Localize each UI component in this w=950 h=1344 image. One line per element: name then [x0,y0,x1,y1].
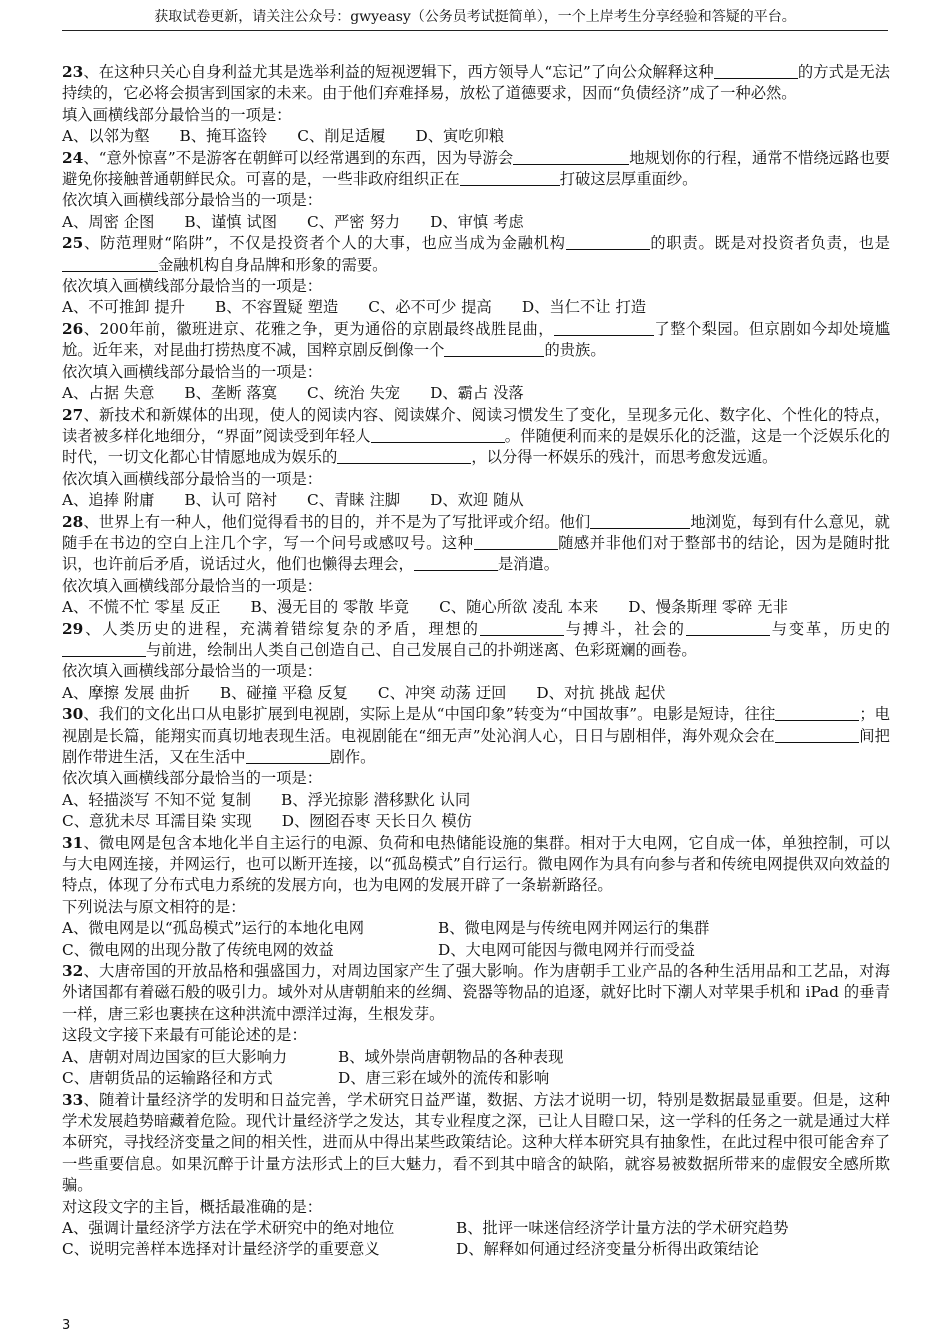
stem-text: 地规划你的行程，通常不惜绕远路也要避免你接触普通朝鲜民众。可喜的是，一些非政府组织正在 [62,148,890,189]
option-d: D、唐三彩在域外的流传和影响 [338,1069,550,1088]
question-prompt: 填入画横线部分最恰当的一项是： [62,105,292,124]
question-number: 29 [62,619,84,638]
answer-blank [474,535,558,550]
option-c: C、严密 努力 [307,212,401,231]
option-a: A、轻描淡写 不知不觉 复制 [62,790,252,809]
question-30-stem [62,704,890,768]
question-prompt: 依次填入画横线部分最恰当的一项是： [62,469,323,488]
option-a: A、强调计量经济学方法在学术研究中的绝对地位 [62,1218,395,1237]
question-32-options [62,1047,890,1090]
question-prompt: 对这段文字的主旨，概括最准确的是： [62,1197,323,1216]
question-number: 30 [62,705,84,724]
stem-text: 的职责。既是对投资者负责，也是 [649,234,890,253]
option-a: A、占据 失意 [62,384,155,403]
question-number: 25 [62,234,84,253]
stem-text: 、人类历史的进程，充满着错综复杂的矛盾，理想的 [83,619,480,638]
question-number: 28 [62,512,84,531]
stem-text: 与变革，历史的 [769,619,890,638]
option-a: A、周密 企图 [62,212,155,231]
option-c: C、必不可少 提高 [368,298,492,317]
question-33-options [62,1218,890,1261]
header-divider [62,30,888,31]
question-28-options [62,597,890,618]
question-23-options [62,126,890,147]
question-prompt: 依次填入画横线部分最恰当的一项是： [62,769,323,788]
option-a: A、唐朝对周边国家的巨大影响力 [62,1047,288,1066]
question-25-options [62,297,890,318]
document-body [62,62,890,1261]
stem-text: 的贵族。 [544,341,606,360]
question-31-options [62,918,890,961]
stem-text: 与搏斗，社会的 [563,619,686,638]
question-prompt: 依次填入画横线部分最恰当的一项是： [62,191,323,210]
option-c: C、青睐 注脚 [307,491,401,510]
option-a: A、微电网是以“孤岛模式”运行的本地化电网 [62,919,365,938]
option-d: D、审慎 考虑 [430,212,524,231]
option-d: D、欢迎 随从 [430,491,524,510]
question-prompt: 依次填入画横线部分最恰当的一项是： [62,662,323,681]
question-number: 31 [62,833,84,852]
question-28-stem [62,512,890,576]
option-d: D、当仁不让 打造 [521,298,647,317]
option-a: A、不可推卸 提升 [62,298,185,317]
option-c: C、微电网的出现分散了传统电网的效益 [62,940,334,959]
stem-text: ，以分得一杯娱乐的残汁，而思考愈发远遁。 [471,448,778,467]
stem-text: 打破这层厚重面纱。 [559,170,698,189]
option-d: D、解释如何通过经济变量分析得出政策结论 [456,1240,759,1259]
stem-text: 与前进，绘制出人类自己创造自己、自己发展自己的扑朔迷离、色彩斑斓的画卷。 [146,640,697,659]
question-number: 23 [62,63,84,81]
option-c: C、冲突 动荡 迂回 [377,683,507,702]
page-number: 3 [62,1318,71,1333]
answer-blank [246,749,330,764]
stem-text: 、新技术和新媒体的出现，使人的阅读内容、阅读媒介、阅读习惯发生了变化，呈现多元化、数字化、个性化的特点，读者被多样化地细分，“界面”阅读受到年轻人 [62,405,890,445]
stem-text: 的方式是无法持续的，它必将会损害到国家的未来。由于他们弃难择易，放松了道德要求，因而“负债经济”成了一种必然。 [62,63,890,103]
option-b: B、掩耳盗铃 [179,127,268,146]
question-33-stem [62,1090,890,1197]
question-prompt: 依次填入画横线部分最恰当的一项是： [62,576,323,595]
option-a: A、摩擦 发展 曲折 [62,683,190,702]
option-b: B、谨慎 试图 [184,212,277,231]
option-d: D、大电网可能因与微电网并行而受益 [438,940,696,959]
question-25-stem [62,233,890,276]
option-c: C、说明完善样本选择对计量经济学的重要意义 [62,1240,380,1259]
answer-blank [513,150,629,165]
question-24-options [62,212,890,233]
option-d: D、寅吃卯粮 [415,127,505,146]
question-number: 33 [62,1090,84,1109]
answer-blank [337,449,471,464]
question-27-stem [62,405,890,469]
question-prompt: 依次填入画横线部分最恰当的一项是： [62,362,323,381]
stem-text: 了整个梨园。但京剧如今却处境尴尬。近年来，对昆曲打捞热度不减，国粹京剧反倒像一个 [62,319,890,360]
answer-blank [460,171,560,186]
answer-blank [775,728,859,743]
option-b: B、不容置疑 塑造 [215,298,339,317]
question-number: 27 [62,405,84,424]
stem-text: 、我们的文化出口从电影扩展到电视剧，实际上是从“中国印象”转变为“中国故事”。电影是短诗，往往 [83,705,776,724]
stem-text: 、“意外惊喜”不是游客在朝鲜可以经常遇到的东西，因为导游会 [83,148,514,167]
option-c: C、削足适履 [297,127,386,146]
option-c: C、唐朝货品的运输路径和方式 [62,1069,273,1088]
answer-blank [62,642,146,657]
stem-text: 。伴随便利而来的是娱乐化的泛滥，这是一个泛娱乐化的时代，一切文化都心甘情愿地成为娱乐的 [62,426,890,467]
question-29-options [62,683,890,704]
page-header: 获取试卷更新，请关注公众号：gwyeasy（公务员考试挺简单），一个上岸考生分享经验和答疑的平台。 [154,9,796,25]
question-26-stem [62,319,890,362]
option-d: D、对抗 挑战 起伏 [536,683,666,702]
option-d: D、囫囵吞枣 天长日久 模仿 [281,812,472,831]
stem-text: 剧作。 [329,748,376,766]
stem-text: 地浏览，每到有什么意见，就随手在书边的空白上注几个字，写一个问号或感叹号。这种 [62,512,890,552]
option-b: B、微电网是与传统电网并网运行的集群 [438,919,710,938]
stem-text: 金融机构自身品牌和形象的需要。 [158,255,388,274]
question-26-options [62,383,890,404]
question-23-stem [62,62,890,105]
question-number: 24 [62,148,84,167]
option-d: D、慢条斯理 零碎 无非 [628,598,788,617]
stem-text: 、世界上有一种人，他们觉得看书的目的，并不是为了写批评或介绍。他们 [83,512,591,531]
option-d: D、霸占 没落 [430,384,524,403]
question-prompt: 下列说法与原文相符的是： [62,897,246,916]
option-c: C、随心所欲 凌乱 本来 [439,598,599,617]
answer-blank [62,257,158,272]
question-number: 26 [62,319,84,338]
question-30-options-row2 [62,811,890,832]
answer-blank [414,556,498,571]
question-31-stem [62,833,890,897]
question-30-options-row1 [62,790,890,811]
stem-text: 随感并非他们对于整部书的结论，因为是随时批识，也许前后矛盾，说话过火，他们也懒得去理会， [62,533,890,574]
question-29-stem [62,619,890,662]
question-prompt: 这段文字接下来最有可能论述的是： [62,1026,307,1045]
stem-text: 间把剧作带进生活，又在生活中 [62,726,890,766]
question-number: 32 [62,962,84,981]
option-a: A、追捧 附庸 [62,491,155,510]
question-prompt: 依次填入画横线部分最恰当的一项是： [62,277,323,296]
option-b: B、漫无目的 零散 毕竟 [250,598,410,617]
option-b: B、浮光掠影 潜移默化 认同 [281,790,471,809]
answer-blank [714,64,798,79]
stem-text: 、随着计量经济学的发明和日益完善，学术研究日益严谨，数据、方法才说明一切，特别是数据最显重要。但是，这种学术发展趋势暗藏着危险。现代计量经济学之发达，其专业程度之深，已让人目瞪口呆，这一学科的任务之一就是通过大样本研究，寻找经济变量之间的相关性，进而从中得出某些政策结论。这种大样本研究具有抽象性，在此过程中很可能舍弃了一些重要信息。如果沉醉于计量方法形式上的巨大魅力，看不到其中暗含的缺陷，就容易被数据所带来的虚假安全感所欺骗。 [62,1090,890,1195]
stem-text: 、在这种只关心自身利益尤其是选举利益的短视逻辑下，西方领导人“忘记”了向公众解释这种 [83,63,714,81]
stem-text: 是消遣。 [497,555,560,574]
answer-blank [686,621,770,636]
answer-blank [566,235,650,250]
option-c: C、意犹未尽 耳濡目染 实现 [62,812,252,831]
stem-text: 、防范理财“陷阱”，不仅是投资者个人的大事，也应当成为金融机构 [83,234,566,253]
option-b: B、碰撞 平稳 反复 [219,683,348,702]
stem-text: 、微电网是包含本地化半自主运行的电源、负荷和电热储能设施的集群。相对于大电网，它自成一体，单独控制，可以与大电网连接，并网运行，也可以断开连接，以“孤岛模式”自行运行。微电网作为具有向参与者和传统电网提供双向效益的特点，体现了分布式电力系统的发展方向，也为电网的发展开辟了一条崭新路径。 [62,833,890,895]
answer-blank [480,621,564,636]
stem-text: 、200年前，徽班进京、花雅之争，更为通俗的京剧最终战胜昆曲， [83,319,554,338]
option-b: B、域外崇尚唐朝物品的各种表现 [338,1047,564,1066]
option-a: A、以邻为壑 [62,127,150,146]
stem-text: 、大唐帝国的开放品格和强盛国力，对周边国家产生了强大影响。作为唐朝手工业产品的各种生活用品和工艺品，对海外诸国都有着磁石般的吸引力。域外对从唐朝舶来的丝绸、瓷器等物品的追逐，就好比时下潮人对苹果手机和 iPad 的垂青一样，唐三彩也裹挟在这种洪流中漂洋过海，生根发芽。 [62,962,890,1023]
option-b: B、批评一味迷信经济学计量方法的学术研究趋势 [456,1218,789,1237]
answer-blank [371,428,505,443]
answer-blank [444,342,544,357]
answer-blank [775,706,859,721]
option-b: B、垄断 落寞 [184,384,277,403]
option-c: C、统治 失宠 [307,384,401,403]
option-a: A、不慌不忙 零星 反正 [62,598,221,617]
question-24-stem [62,148,890,191]
stem-text: ；电视剧是长篇，能翔实而真切地表现生活。电视剧能在“细无声”处沁润人心，日日与剧相伴，海外观众会在 [62,705,890,745]
question-27-options [62,490,890,511]
answer-blank [590,514,690,529]
option-b: B、认可 陪衬 [184,491,277,510]
answer-blank [554,321,654,336]
question-32-stem [62,961,890,1025]
